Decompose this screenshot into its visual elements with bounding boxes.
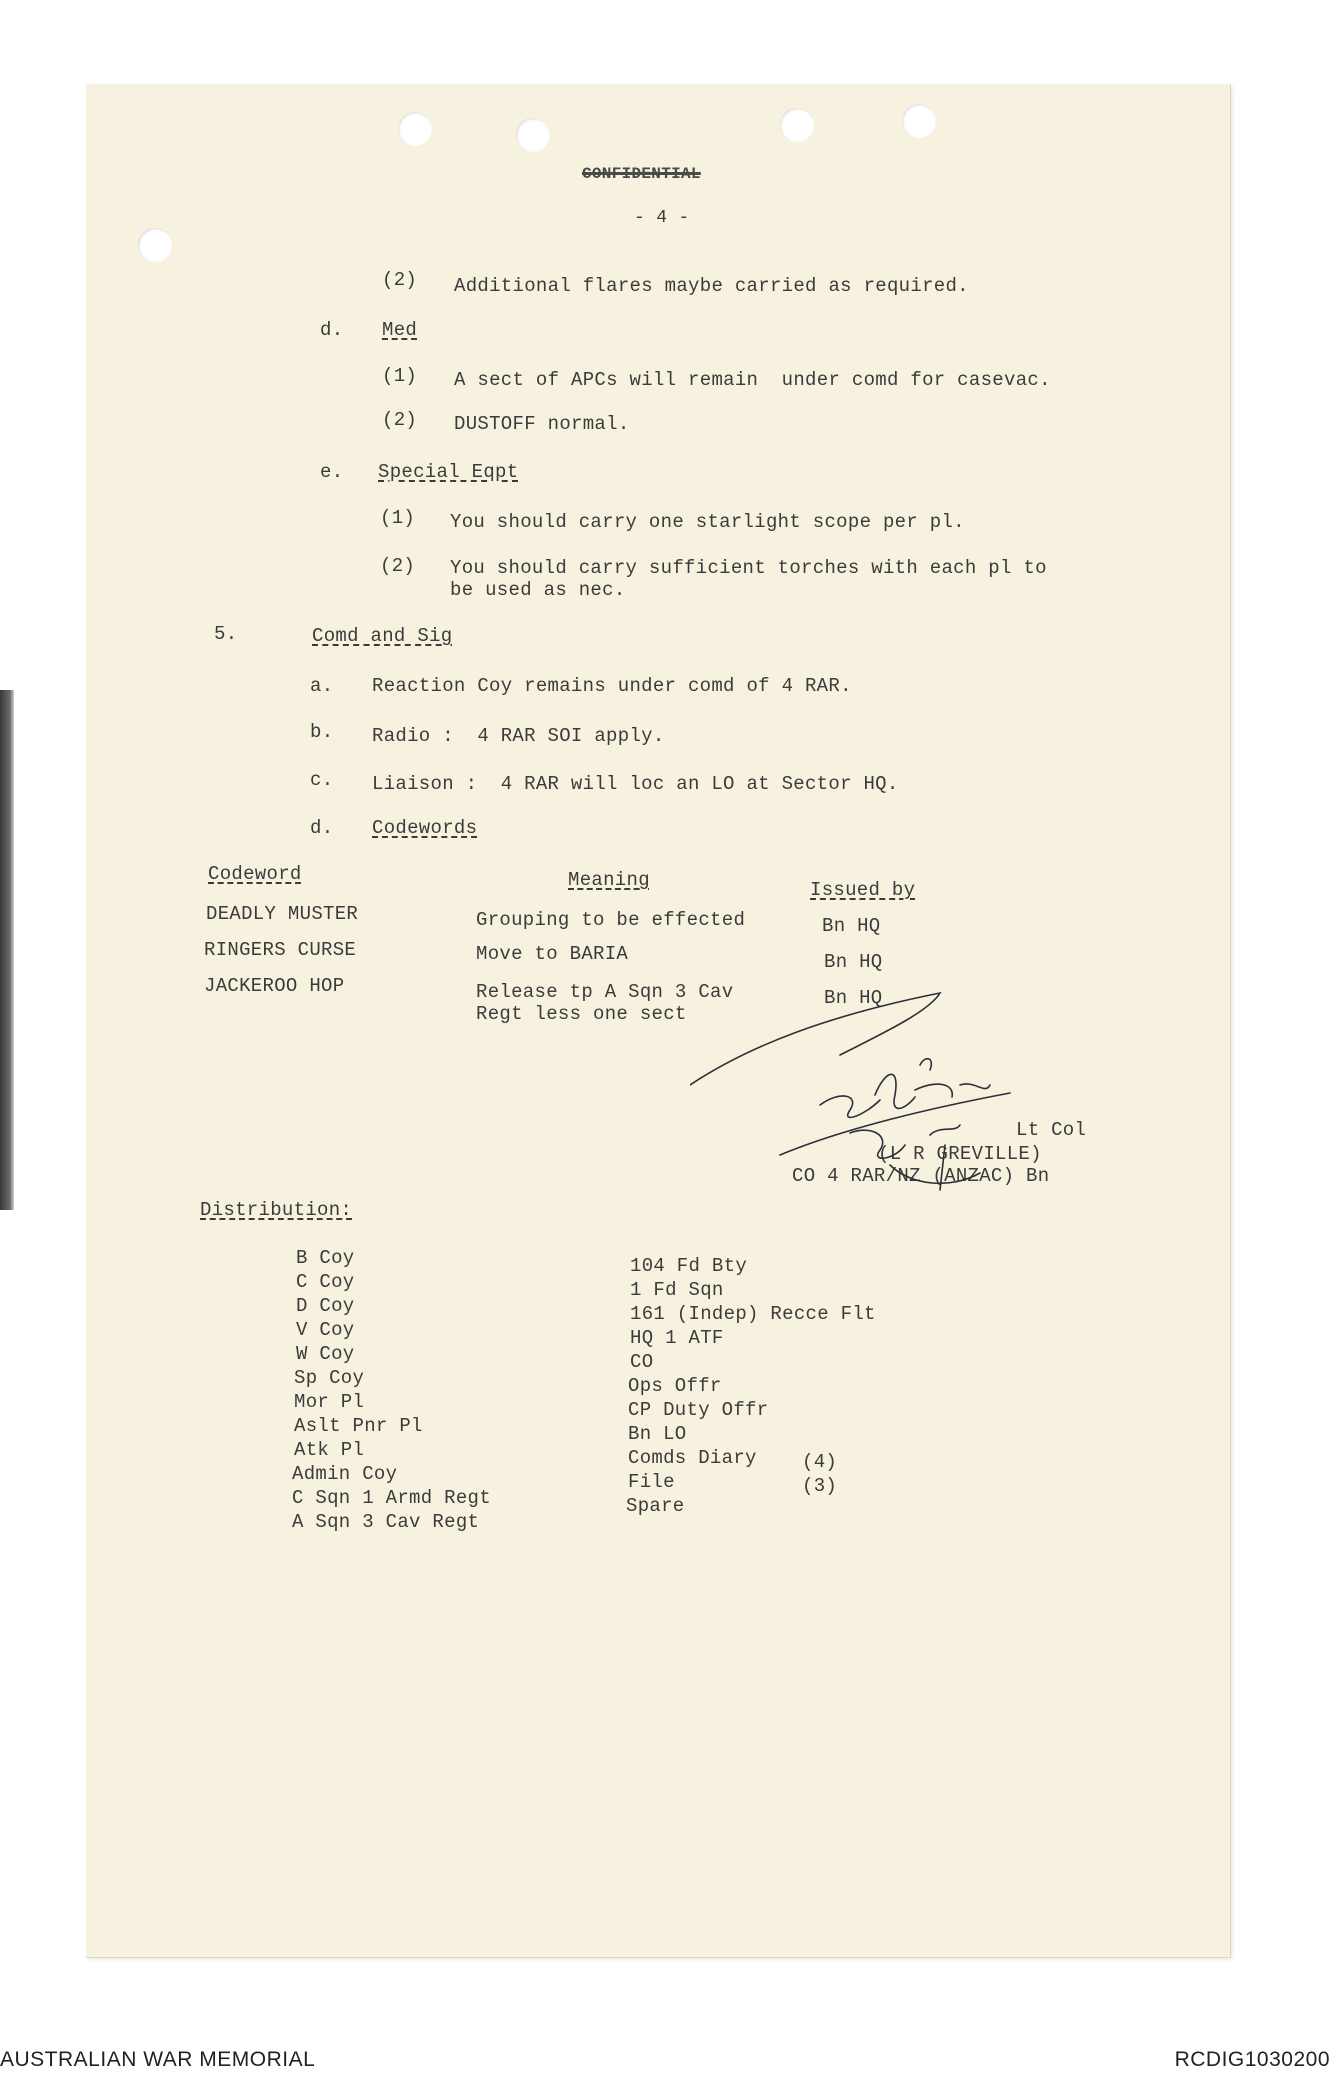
- distribution-item: Aslt Pnr Pl: [294, 1415, 423, 1437]
- item-number: (2): [382, 409, 418, 431]
- page-number: - 4 -: [634, 208, 690, 228]
- para-heading: Comd and Sig: [312, 625, 453, 647]
- distribution-item: W Coy: [296, 1343, 355, 1365]
- copies-count: (4): [802, 1451, 838, 1473]
- issued-by-cell: Bn HQ: [824, 951, 883, 973]
- item-text: DUSTOFF normal.: [454, 413, 630, 435]
- item-number: (1): [380, 507, 416, 529]
- subpara-text: Reaction Coy remains under comd of 4 RAR.: [372, 675, 852, 697]
- item-number: (2): [382, 269, 418, 291]
- distribution-item: C Sqn 1 Armd Regt: [292, 1487, 491, 1509]
- distribution-item: Admin Coy: [292, 1463, 398, 1485]
- distribution-item: CO: [630, 1351, 654, 1373]
- item-number: (1): [382, 365, 418, 387]
- codeword-cell: RINGERS CURSE: [204, 939, 357, 961]
- distribution-item: D Coy: [296, 1295, 355, 1317]
- item-text: be used as nec.: [450, 579, 626, 601]
- item-number: (2): [380, 555, 416, 577]
- subpara-letter: d.: [310, 817, 334, 839]
- codewords-header-issued-by: Issued by: [810, 879, 916, 901]
- classification-marking: CONFIDENTIAL: [582, 165, 701, 183]
- distribution-item: HQ 1 ATF: [630, 1327, 724, 1349]
- subpara-letter: b.: [310, 721, 334, 743]
- signature-scrawl: [690, 985, 1090, 1205]
- subpara-letter: e.: [320, 461, 344, 483]
- distribution-item: CP Duty Offr: [628, 1399, 769, 1421]
- distribution-item: Atk Pl: [294, 1439, 365, 1461]
- subpara-letter: d.: [320, 319, 344, 341]
- distribution-item: Comds Diary: [628, 1447, 757, 1469]
- subpara-text: Liaison : 4 RAR will loc an LO at Sector HQ.: [372, 773, 899, 795]
- meaning-cell: Release tp A Sqn 3 Cav: [476, 981, 734, 1003]
- subpara-heading: Codewords: [372, 817, 478, 839]
- distribution-item: Sp Coy: [294, 1367, 365, 1389]
- punch-hole: [138, 228, 172, 262]
- distribution-item: Spare: [626, 1495, 685, 1517]
- signature-rank: Lt Col: [1016, 1119, 1087, 1141]
- distribution-heading: Distribution:: [200, 1199, 353, 1221]
- punch-hole: [398, 112, 432, 146]
- subpara-text: Radio : 4 RAR SOI apply.: [372, 725, 665, 747]
- codewords-header-codeword: Codeword: [208, 863, 302, 885]
- distribution-item: Bn LO: [628, 1423, 687, 1445]
- meaning-cell: Move to BARIA: [476, 943, 629, 965]
- distribution-item: 104 Fd Bty: [630, 1255, 748, 1277]
- distribution-item: File: [628, 1471, 675, 1493]
- item-text: You should carry sufficient torches with each pl to: [450, 557, 1047, 579]
- distribution-item: Mor Pl: [294, 1391, 365, 1413]
- para-number: 5.: [214, 623, 238, 645]
- signature-appointment: CO 4 RAR/NZ (ANZAC) Bn: [792, 1165, 1050, 1187]
- subpara-letter: a.: [310, 675, 334, 697]
- issued-by-cell: Bn HQ: [822, 915, 881, 937]
- distribution-item: A Sqn 3 Cav Regt: [292, 1511, 480, 1533]
- distribution-item: Ops Offr: [628, 1375, 722, 1397]
- distribution-item: V Coy: [296, 1319, 355, 1341]
- footer-left: AUSTRALIAN WAR MEMORIAL: [0, 2048, 316, 2071]
- issued-by-cell: Bn HQ: [824, 987, 883, 1009]
- scan-edge-shadow: [0, 690, 14, 1210]
- item-text: You should carry one starlight scope per pl.: [450, 511, 965, 533]
- distribution-item: 161 (Indep) Recce Flt: [630, 1303, 876, 1325]
- footer-right: RCDIG1030200: [1174, 2048, 1330, 2071]
- subpara-heading: Special Eqpt: [378, 461, 519, 483]
- distribution-item: 1 Fd Sqn: [630, 1279, 724, 1301]
- codeword-cell: JACKEROO HOP: [204, 975, 345, 997]
- distribution-item: B Coy: [296, 1247, 355, 1269]
- punch-hole: [780, 108, 814, 142]
- punch-hole: [902, 104, 936, 138]
- subpara-letter: c.: [310, 769, 334, 791]
- subpara-heading: Med: [382, 319, 418, 341]
- copies-count: (3): [802, 1475, 838, 1497]
- distribution-item: C Coy: [296, 1271, 355, 1293]
- meaning-cell: Regt less one sect: [476, 1003, 687, 1025]
- item-text: A sect of APCs will remain under comd for casevac.: [454, 369, 1051, 391]
- codeword-cell: DEADLY MUSTER: [206, 903, 359, 925]
- item-text: Additional flares maybe carried as required.: [454, 275, 969, 297]
- meaning-cell: Grouping to be effected: [476, 909, 746, 931]
- signature-name: (L R GREVILLE): [878, 1143, 1042, 1165]
- punch-hole: [516, 118, 550, 152]
- codewords-header-meaning: Meaning: [568, 869, 650, 891]
